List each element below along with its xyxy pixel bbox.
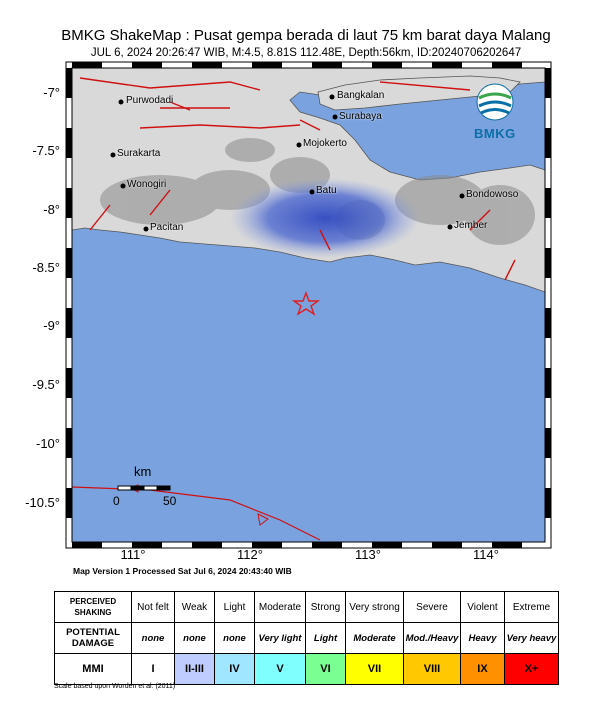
bmkg-logo-text: BMKG: [474, 126, 516, 141]
scale-credit: Scale based upon Worden et al. (2011): [54, 683, 176, 690]
lat-label: -7°: [43, 85, 60, 100]
scale-label: 50: [163, 494, 177, 508]
damage-cell: none: [175, 623, 215, 654]
shaking-cell: Strong: [306, 592, 346, 623]
mmi-row: [55, 654, 559, 685]
mmi-cell: I: [132, 654, 175, 685]
lat-label: -8°: [43, 202, 60, 217]
city-label: Batu: [316, 185, 337, 196]
lon-label: 111°: [120, 547, 146, 562]
lat-label: -8.5°: [32, 260, 60, 275]
bmkg-logo-icon: [477, 84, 513, 120]
city-label: Surabaya: [339, 111, 382, 122]
map-title: BMKG ShakeMap : Pusat gempa berada di laut 75 km barat daya Malang: [61, 27, 551, 44]
scale-label: 0: [113, 494, 120, 508]
damage-cell: Very heavy: [505, 623, 559, 654]
shaking-cell: Extreme: [505, 592, 559, 623]
lon-label: 114°: [473, 547, 499, 562]
damage-cell: Heavy: [461, 623, 505, 654]
mmi-cell: IV: [215, 654, 255, 685]
mmi-legend: [54, 591, 559, 685]
lat-label: -10.5°: [25, 495, 60, 510]
city-label: Pacitan: [150, 222, 184, 233]
damage-cell: Mod./Heavy: [404, 623, 461, 654]
mmi-cell: II-III: [175, 654, 215, 685]
mmi-cell: IX: [461, 654, 505, 685]
event-subtitle: JUL 6, 2024 20:26:47 WIB, M:4.5, 8.81S 112.48E, Depth:56km, ID:20240706202647: [90, 47, 522, 59]
scale-bar: [118, 486, 170, 490]
damage-cell: Moderate: [346, 623, 404, 654]
damage-cell: none: [132, 623, 175, 654]
shaking-row: [55, 592, 559, 623]
city-label: Bangkalan: [337, 90, 385, 101]
lat-label: -10°: [36, 436, 60, 451]
scale-unit: km: [134, 464, 152, 479]
mmi-cell: X+: [505, 654, 559, 685]
mmi-cell: V: [255, 654, 306, 685]
city-label: Purwodadi: [126, 95, 174, 106]
damage-cell: none: [215, 623, 255, 654]
city-label: Wonogiri: [127, 179, 167, 190]
shaking-cell: Very strong: [346, 592, 404, 623]
mmi-header: MMI: [55, 654, 132, 685]
map-version: Map Version 1 Processed Sat Jul 6, 2024 20:43:40 WIB: [73, 566, 292, 576]
shaking-cell: Light: [215, 592, 255, 623]
lon-label: 113°: [355, 547, 381, 562]
mmi-cell: VIII: [404, 654, 461, 685]
lat-label: -7.5°: [32, 143, 60, 158]
shaking-cell: Not felt: [132, 592, 175, 623]
city-label: Surakarta: [117, 148, 161, 159]
mmi-cell: VII: [346, 654, 404, 685]
shaking-cell: Weak: [175, 592, 215, 623]
shaking-header: PERCEIVED SHAKING: [55, 592, 132, 623]
lat-label: -9.5°: [32, 377, 60, 392]
city-label: Jember: [454, 220, 488, 231]
damage-cell: Very light: [255, 623, 306, 654]
city-label: Bondowoso: [466, 189, 519, 200]
lat-label: -9°: [43, 318, 60, 333]
mmi-cell: VI: [306, 654, 346, 685]
damage-header: POTENTIAL DAMAGE: [55, 623, 132, 654]
damage-row: [55, 623, 559, 654]
shaking-cell: Moderate: [255, 592, 306, 623]
damage-cell: Light: [306, 623, 346, 654]
shaking-cell: Severe: [404, 592, 461, 623]
city-label: Mojokerto: [303, 138, 347, 149]
shaking-cell: Violent: [461, 592, 505, 623]
lon-label: 112°: [237, 547, 263, 562]
